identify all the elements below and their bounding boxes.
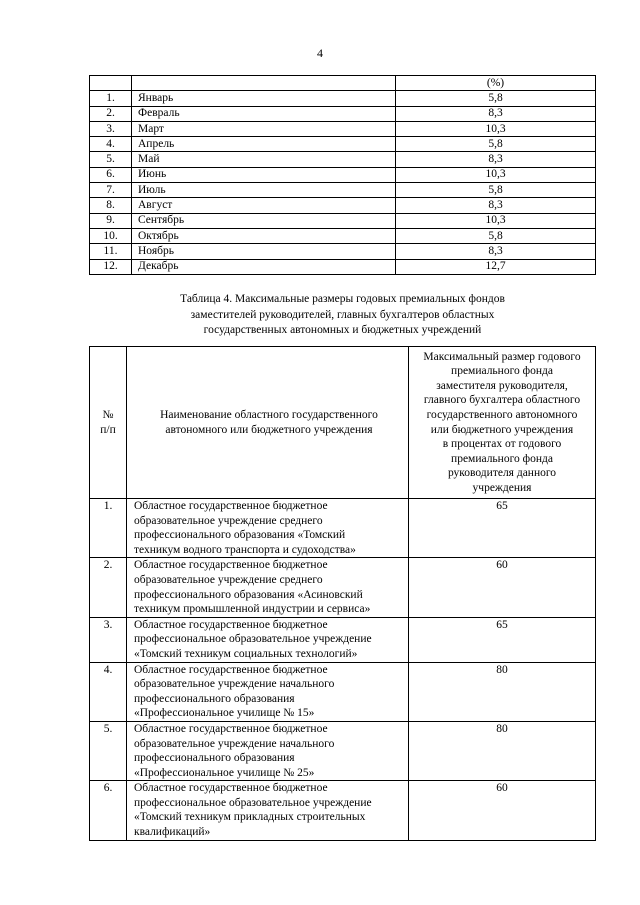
month-name: Сентябрь <box>132 213 396 228</box>
row-number: 6. <box>90 167 132 182</box>
table-row <box>90 228 596 243</box>
header-value-line: заместителя руководителя, <box>436 379 568 392</box>
month-value: 8,3 <box>396 106 596 121</box>
row-number: 10. <box>90 228 132 243</box>
row-number: 3. <box>90 121 132 136</box>
table-row <box>90 106 596 121</box>
month-value: 10,3 <box>396 167 596 182</box>
institution-name-line: образовательное учреждение среднего <box>134 514 323 527</box>
header-value-line: или бюджетного учреждения <box>430 423 574 436</box>
table-row <box>90 617 596 662</box>
row-number: 5. <box>90 152 132 167</box>
table-row <box>90 259 596 274</box>
month-name: Март <box>132 121 396 136</box>
institution-name-line: «Профессиональное училище № 25» <box>134 766 315 779</box>
institution-name-line: профессионального образования «Асиновский <box>134 588 363 601</box>
institution-name <box>127 781 409 840</box>
row-number: 7. <box>90 183 132 198</box>
header-number: № п/п <box>90 347 127 499</box>
institution-name-line: Областное государственное бюджетное <box>134 618 328 631</box>
institution-name-line: образовательное учреждение среднего <box>134 573 323 586</box>
institution-name-line: Областное государственное бюджетное <box>134 663 328 676</box>
month-name: Октябрь <box>132 228 396 243</box>
table-row <box>90 781 596 840</box>
month-value: 5,8 <box>396 228 596 243</box>
institution-name-line: профессионального образования <box>134 692 295 705</box>
table-row <box>90 558 596 617</box>
institutions-table <box>89 346 596 841</box>
month-value: 8,3 <box>396 198 596 213</box>
month-name: Декабрь <box>132 259 396 274</box>
institution-name-line: техникум промышленной индустрии и сервиса» <box>134 603 371 616</box>
month-value: 10,3 <box>396 213 596 228</box>
row-number: 1. <box>90 91 132 106</box>
page-number: 4 <box>317 46 323 60</box>
institution-name-line: профессионального образования «Томский <box>134 529 346 542</box>
month-value: 10,3 <box>396 121 596 136</box>
institution-name-line: профессиональное образовательное учреждение <box>134 796 372 809</box>
premium-percent: 65 <box>409 499 596 558</box>
caption-line: заместителей руководителей, главных бухгалтеров областных <box>190 308 495 321</box>
month-value: 8,3 <box>396 244 596 259</box>
header-value-line: руководителя данного <box>447 467 557 480</box>
table-row <box>90 499 596 558</box>
month-value: 5,8 <box>396 91 596 106</box>
row-number: 3. <box>90 617 127 662</box>
month-name: Август <box>132 198 396 213</box>
header-value-line: учреждения <box>472 481 532 494</box>
institution-name <box>127 499 409 558</box>
month-value: 5,8 <box>396 137 596 152</box>
premium-percent: 65 <box>409 617 596 662</box>
header-value <box>409 347 596 499</box>
premium-percent: 80 <box>409 721 596 780</box>
header-value-line: в процентах от годового <box>442 438 562 451</box>
institution-name-line: Областное государственное бюджетное <box>134 782 328 795</box>
institution-name-line: Областное государственное бюджетное <box>134 722 328 735</box>
row-number: 6. <box>90 781 127 840</box>
table-row <box>90 167 596 182</box>
row-number: 5. <box>90 721 127 780</box>
institution-name-line: «Профессиональное училище № 15» <box>134 707 315 720</box>
institution-name-line: «Томский техникум социальных технологий» <box>134 647 358 660</box>
premium-percent: 80 <box>409 662 596 721</box>
table-row <box>90 137 596 152</box>
caption-line: государственных автономных и бюджетных учреждений <box>203 324 482 336</box>
table-row <box>90 213 596 228</box>
row-number: 9. <box>90 213 132 228</box>
month-name: Июль <box>132 183 396 198</box>
table-header-row <box>90 347 596 499</box>
month-name: Май <box>132 152 396 167</box>
institution-name-line: Областное государственное бюджетное <box>134 559 328 572</box>
table-row <box>90 152 596 167</box>
institution-name-line: «Томский техникум прикладных строительных <box>134 811 366 824</box>
caption-line: Таблица 4. Максимальные размеры годовых премиальных фондов <box>180 293 505 305</box>
table-row <box>90 183 596 198</box>
row-number: 1. <box>90 499 127 558</box>
institution-name-line: образовательное учреждение начального <box>134 678 335 691</box>
header-empty <box>90 76 132 91</box>
month-name: Апрель <box>132 137 396 152</box>
month-name: Июнь <box>132 167 396 182</box>
row-number: 2. <box>90 106 132 121</box>
institution-name <box>127 558 409 617</box>
institution-name-line: профессиональное образовательное учреждение <box>134 633 372 646</box>
month-name: Январь <box>132 91 396 106</box>
month-name: Ноябрь <box>132 244 396 259</box>
premium-percent: 60 <box>409 558 596 617</box>
institution-name <box>127 617 409 662</box>
table-row <box>90 244 596 259</box>
table-row <box>90 662 596 721</box>
month-value: 12,7 <box>396 259 596 274</box>
institution-name-line: квалификаций» <box>134 826 211 839</box>
institution-name-line: техникум водного транспорта и судоходства» <box>134 543 356 556</box>
row-number: 2. <box>90 558 127 617</box>
institution-name <box>127 721 409 780</box>
row-number: 12. <box>90 259 132 274</box>
table-row <box>90 721 596 780</box>
header-percent: (%) <box>396 76 596 91</box>
premium-percent: 60 <box>409 781 596 840</box>
header-value-line: премиального фонда <box>451 365 553 378</box>
table-row <box>90 198 596 213</box>
header-value-line: главного бухгалтера областного <box>423 394 581 407</box>
header-name: Наименование областного государственного автономного или бюджетного учреждения <box>127 347 409 499</box>
month-value: 5,8 <box>396 183 596 198</box>
row-number: 8. <box>90 198 132 213</box>
header-value-line: государственного автономного <box>426 408 578 421</box>
institution-name-line: профессионального образования <box>134 752 295 765</box>
header-value-line: Максимальный размер годового <box>423 350 581 363</box>
row-number: 11. <box>90 244 132 259</box>
header-empty <box>132 76 396 91</box>
table4-caption <box>89 292 596 339</box>
row-number: 4. <box>90 137 132 152</box>
institution-name-line: образовательное учреждение начального <box>134 737 335 750</box>
row-number: 4. <box>90 662 127 721</box>
institution-name-line: Областное государственное бюджетное <box>134 500 328 512</box>
header-value-line: премиального фонда <box>451 452 553 465</box>
table-row <box>90 121 596 136</box>
month-name: Февраль <box>132 106 396 121</box>
table-header-row <box>90 76 596 91</box>
month-value: 8,3 <box>396 152 596 167</box>
table-row <box>90 91 596 106</box>
months-table <box>89 75 596 275</box>
institution-name <box>127 662 409 721</box>
